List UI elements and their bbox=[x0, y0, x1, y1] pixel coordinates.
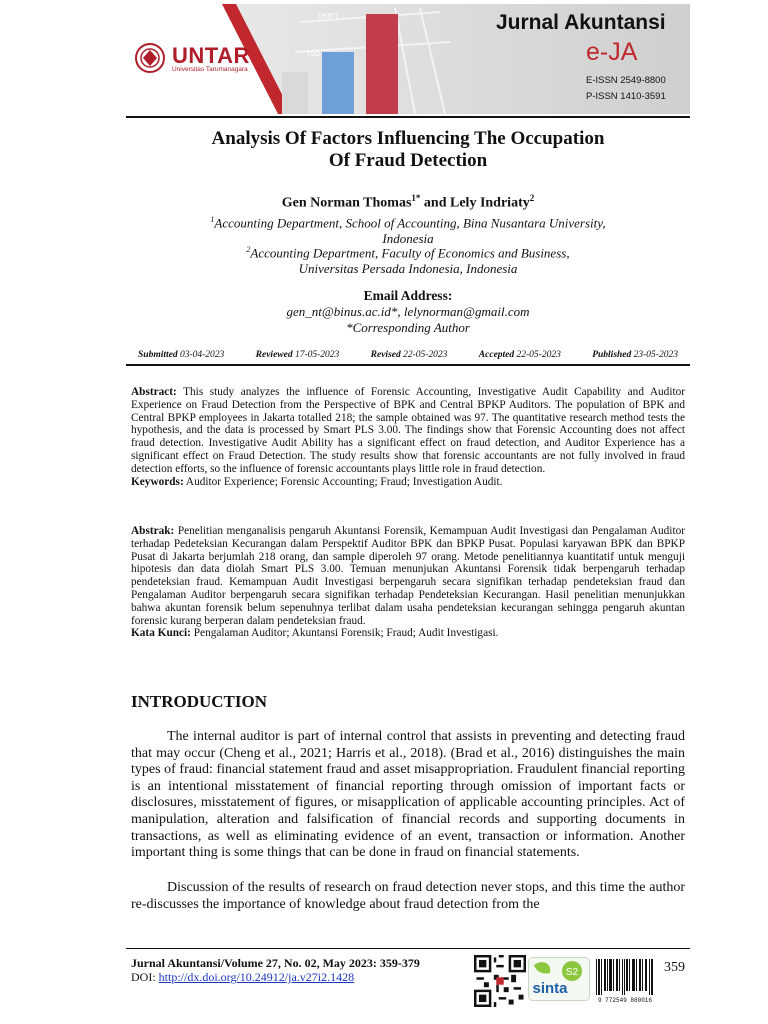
sinta-rank: S2 bbox=[565, 967, 579, 978]
date-reviewed: Reviewed 17-05-2023 bbox=[255, 350, 340, 360]
footer-journal-info: Jurnal Akuntansi/Volume 27, No. 02, May 2023: 359-379 bbox=[131, 956, 420, 970]
abstract-label: Abstract: bbox=[131, 386, 177, 398]
untar-emblem-icon bbox=[136, 44, 164, 72]
logo-wordmark: UNTAR bbox=[172, 43, 250, 68]
p-issn: P-ISSN 1410-3591 bbox=[586, 91, 666, 102]
title-line-2: Of Fraud Detection bbox=[328, 150, 488, 171]
aff1-line-1: Accounting Department, School of Accounting, Bina Nusantara University, bbox=[214, 215, 606, 231]
footer-rule bbox=[126, 948, 690, 949]
abstract-text: This study analyzes the influence of Forensic Accounting, Investigative Audit Capability and Auditor Experience on Fraud Detection from the Perspective of BPK and Central BPKP Auditors. The population of BPK and Central BPKP employees in Jakarta totalled 218; the sample obtained was 97. The quantitative research method tests the hypothesis, and the data is processed by Smart PLS 3.00. The findings show that Forensic Accounting does not affect fraud detection. Investigative Audit Ability has a significant effect on fraud detection, and Auditor Experience has a significant effect on Fraud Detection. The study results show that forensic accountants are not fully involved in fraud detection efforts, so the influence of forensic accountants plays little role in fraud detection. bbox=[131, 386, 686, 475]
doi-link[interactable]: http://dx.doi.org/10.24912/ja.v27i2.1428 bbox=[158, 970, 355, 984]
aff1-line-2: Indonesia bbox=[382, 230, 434, 246]
author-1: Gen Norman Thomas bbox=[281, 195, 412, 211]
page-number: 359 bbox=[664, 960, 685, 975]
sinta-word: sinta bbox=[532, 980, 568, 997]
date-submitted: Submitted 03-04-2023 bbox=[138, 350, 225, 360]
aff2-sup: 2 bbox=[246, 245, 251, 254]
footer-doi bbox=[131, 970, 354, 985]
abstract-english bbox=[131, 386, 685, 488]
intro-paragraph-1: The internal auditor is part of internal control that assists in preventing and detecting fraud that may occur (Cheng et al., 2021; Harris et al., 2018). (Brad et al., 2016) distinguishes the main types of fraud: financial statement fraud and asset misappropriation. Fraudulent financial reporting is an intentional misstatement of financial reporting through omission of important facts or disclosures, misstatement of figures, or misapplication of applicable accounting principles. Act of manipulation, alteration and falsification of financial records and supporting documents in transactions, as well as eliminating evidence of an event, transaction or information. Another important thing is some things that can be done in fraud on financial statements. bbox=[131, 729, 685, 861]
email-addresses[interactable]: gen_nt@binus.ac.id*, lelynorman@gmail.com bbox=[286, 304, 530, 319]
article-dates bbox=[126, 350, 690, 360]
header-rule bbox=[126, 116, 690, 118]
dates-rule bbox=[126, 364, 690, 366]
e-issn: E-ISSN 2549-8800 bbox=[586, 75, 666, 86]
barcode-digits: 9 772549 880016 bbox=[597, 997, 653, 1004]
author-and: and bbox=[420, 195, 450, 211]
qr-code-icon bbox=[474, 955, 526, 1007]
kata-kunci-label: Kata Kunci: bbox=[131, 627, 191, 640]
author-line bbox=[126, 193, 690, 212]
banner-bar-grey bbox=[282, 72, 308, 114]
abstrak-text: Penelitian menganalisis pengaruh Akuntansi Forensik, Kemampuan Audit Investigasi dan Pengalaman Auditor terhadap Pedeteksian Kecurangan dalam Perspektif Auditor BPK dan BPKP Pusat. Populasi karyawan BPK dan BPKP Pusat di Jakarta berjumlah 218 orang, dan sample diperoleh 97 orang. Metode penelitiannya kuantitatif untuk menguji hipotesis dan data diolah Smart PLS 3.00. Temuan menunjukan Akuntansi Forensik tidak berpengaruh terhadap pendeteksian fraud. Kemampuan Audit Investigasi berpengaruh secara signifikan terhadap pendeteksian fraud dan Pengalaman Auditor berpengaruh secara signifikan terhadap Pendeteksian Kecurangan. Hasil penelitian menunjukkan bahwa akuntan forensik belum sepenuhnya terlibat dalam usaha pendeteksian kecurangan sehingga pengaruh akuntan forensic kurang berperan dalam pendeteksian fraud. bbox=[131, 525, 685, 627]
section-heading-introduction: INTRODUCTION bbox=[131, 692, 268, 711]
affiliation-2 bbox=[126, 242, 690, 276]
keywords-label: Keywords: bbox=[131, 475, 184, 488]
date-accepted: Accepted 22-05-2023 bbox=[478, 350, 561, 360]
doi-label: DOI: bbox=[131, 970, 159, 984]
abstract-indonesian bbox=[131, 525, 685, 640]
abstrak-label: Abstrak: bbox=[131, 525, 175, 537]
barcode-icon bbox=[593, 957, 657, 1005]
corresponding-author-note: *Corresponding Author bbox=[346, 320, 470, 335]
keywords-text: Auditor Experience; Forensic Accounting; Fraud; Investigation Audit. bbox=[185, 475, 503, 488]
kata-kunci-text: Pengalaman Auditor; Akuntansi Forensik; Fraud; Audit Investigasi. bbox=[193, 627, 499, 640]
title-line-1: Analysis Of Factors Influencing The Occupation bbox=[211, 128, 605, 149]
banner-bar-red bbox=[366, 14, 398, 114]
aff1-sup: 1 bbox=[210, 215, 215, 224]
journal-title: Jurnal Akuntansi bbox=[496, 11, 666, 34]
aff2-line-1: Accounting Department, Faculty of Economics and Business, bbox=[250, 245, 570, 261]
banner-bar-blue bbox=[322, 52, 354, 114]
journal-short-name: e-JA bbox=[586, 38, 638, 66]
sinta-badge[interactable] bbox=[528, 957, 590, 1001]
aff2-line-2: Universitas Persada Indonesia, Indonesia bbox=[298, 260, 518, 276]
date-published: Published 23-05-2023 bbox=[592, 350, 678, 360]
logo-subtitle: Universitas Tarumanagara bbox=[172, 66, 248, 73]
date-revised: Revised 22-05-2023 bbox=[370, 350, 448, 360]
email-heading: Email Address: bbox=[363, 288, 453, 303]
author-2-sup: 2 bbox=[529, 193, 535, 203]
article-title bbox=[126, 128, 690, 172]
intro-paragraph-2: Discussion of the results of research on fraud detection never stops, and this time the author re-discusses the importance of knowledge about fraud detection from the bbox=[131, 880, 685, 912]
author-1-sup: 1* bbox=[411, 193, 421, 203]
author-2: Lely Indriaty bbox=[450, 195, 530, 211]
banner-word-debit: DEBIT bbox=[318, 13, 339, 20]
banner-word-tso: TSO bbox=[306, 51, 321, 58]
